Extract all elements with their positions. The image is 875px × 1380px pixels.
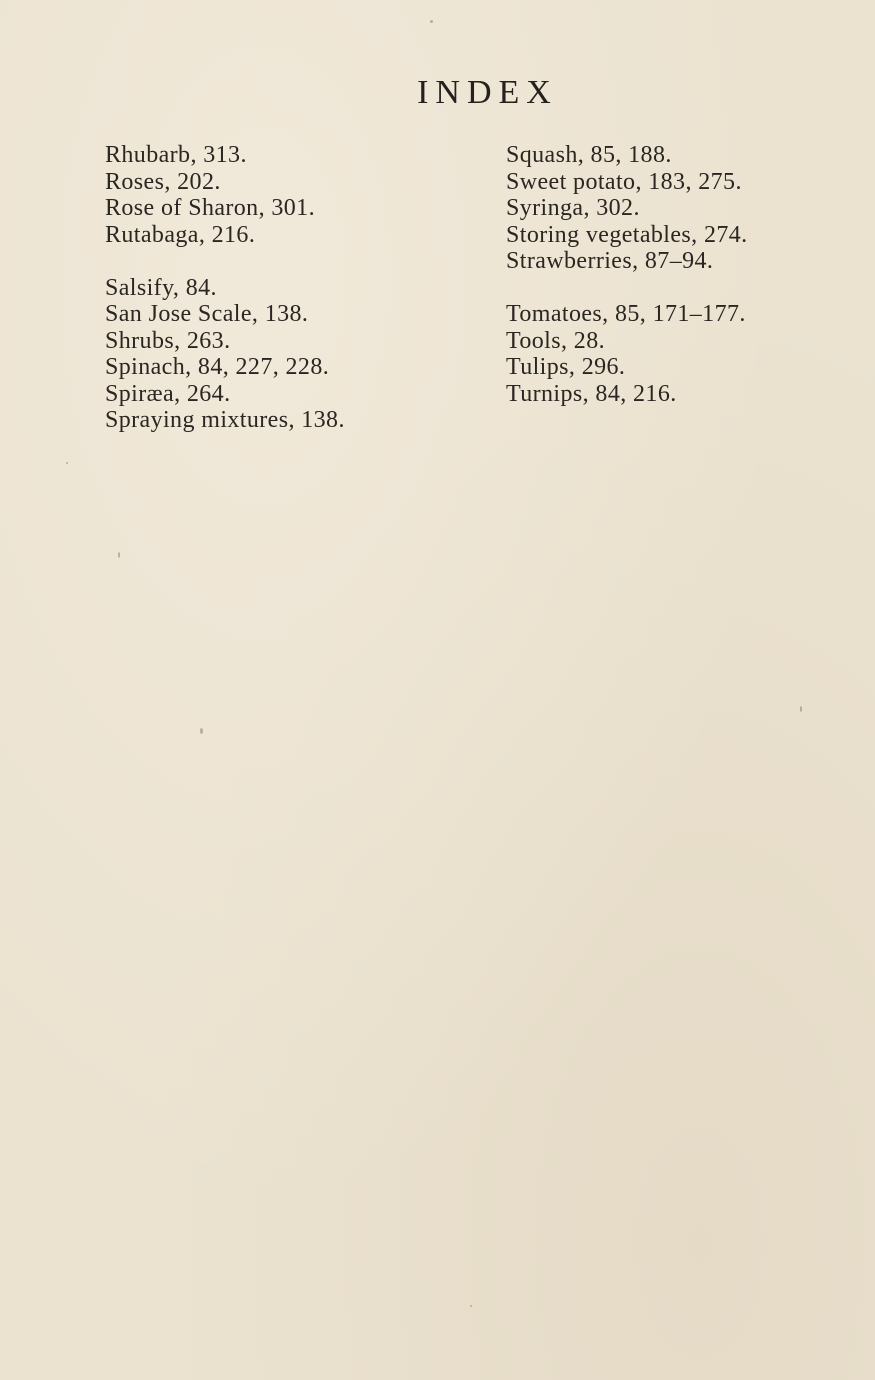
index-entry: Spiræa, 264. <box>105 380 231 407</box>
index-group-s-continued <box>506 142 846 275</box>
index-entry: Roses, 202. <box>105 168 221 195</box>
index-entry: Tools, 28. <box>506 327 605 354</box>
index-entry: Turnips, 84, 216. <box>506 380 677 407</box>
index-entry: Tomatoes, 85, 171–177. <box>506 301 746 327</box>
paper-speck <box>430 20 433 23</box>
index-group-s <box>105 275 465 434</box>
index-entry: Spinach, 84, 227, 228. <box>105 354 330 380</box>
index-left-column <box>105 142 465 460</box>
paper-speck <box>470 1305 472 1307</box>
index-entry: San Jose Scale, 138. <box>105 301 309 327</box>
index-entry: Storing vegetables, 274. <box>506 221 748 248</box>
index-group-r <box>105 142 465 248</box>
index-right-column <box>506 142 846 434</box>
paper-speck <box>118 552 120 558</box>
index-group-t <box>506 301 846 407</box>
paper-speck <box>66 462 68 464</box>
index-entry: Tulips, 296. <box>506 354 626 380</box>
paper-speck <box>200 728 203 734</box>
index-entry: Rhubarb, 313. <box>105 142 247 168</box>
index-entry: Rose of Sharon, 301. <box>105 195 315 221</box>
index-title: INDEX <box>417 74 558 111</box>
index-entry: Strawberries, 87–94. <box>506 248 714 274</box>
paper-speck <box>800 706 802 712</box>
index-entry: Salsify, 84. <box>105 274 217 301</box>
index-entry: Spraying mixtures, 138. <box>105 407 345 433</box>
index-entry: Syringa, 302. <box>506 195 640 221</box>
index-entry: Rutabaga, 216. <box>105 221 256 248</box>
index-entry: Shrubs, 263. <box>105 327 231 354</box>
index-entry: Squash, 85, 188. <box>506 142 672 168</box>
index-entry: Sweet potato, 183, 275. <box>506 168 742 195</box>
